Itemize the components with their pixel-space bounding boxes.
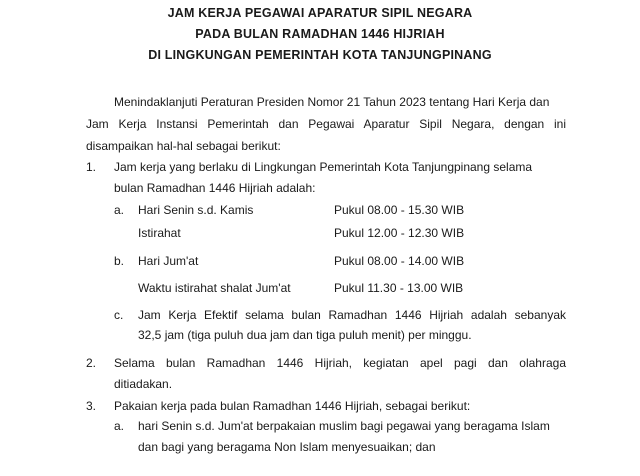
schedule-marker: a.: [114, 203, 125, 217]
schedule-marker: b.: [114, 254, 125, 268]
schedule-time: Pukul 11.30 - 13.00 WIB: [334, 281, 464, 295]
schedule-label: Hari Jum'at: [138, 254, 199, 268]
schedule-time: Pukul 08.00 - 15.30 WIB: [334, 203, 465, 217]
item-2-line-2: ditiadakan.: [114, 377, 173, 391]
schedule-label: Istirahat: [138, 226, 181, 240]
item-number: 3.: [86, 399, 97, 413]
schedule-label: Hari Senin s.d. Kamis: [138, 203, 254, 217]
document-title-line-1: JAM KERJA PEGAWAI APARATUR SIPIL NEGARA: [167, 6, 473, 20]
schedule-time: Pukul 08.00 - 14.00 WIB: [334, 254, 465, 268]
sub-item-a-line-1: hari Senin s.d. Jum'at berpakaian muslim bagi pegawai yang beragama Islam: [138, 419, 550, 433]
item-1-line-1: Jam kerja yang berlaku di Lingkungan Pemerintah Kota Tanjungpinang selama: [114, 160, 533, 174]
item-2-line-1: Selama bulan Ramadhan 1446 Hijriah, kegiatan apel pagi dan olahraga: [114, 356, 566, 370]
document-title-line-2: PADA BULAN RAMADHAN 1446 HIJRIAH: [195, 27, 445, 41]
sub-item-marker: a.: [114, 419, 125, 433]
intro-line-2: Jam Kerja Instansi Pemerintah dan Pegawai Aparatur Sipil Negara, dengan ini: [86, 117, 566, 131]
sub-item-c-line-1: Jam Kerja Efektif selama bulan Ramadhan 1446 Hijriah adalah sebanyak: [138, 308, 566, 322]
intro-line-3: disampaikan hal-hal sebagai berikut:: [86, 139, 281, 153]
schedule-label: Waktu istirahat shalat Jum'at: [138, 281, 291, 295]
item-number: 2.: [86, 356, 97, 370]
item-number: 1.: [86, 160, 97, 174]
sub-item-a-line-2: dan bagi yang beragama Non Islam menyesuaikan; dan: [138, 440, 436, 454]
sub-item-marker: c.: [114, 308, 124, 322]
document-title-line-3: DI LINGKUNGAN PEMERINTAH KOTA TANJUNGPINANG: [148, 48, 492, 62]
intro-line-1: Menindaklanjuti Peraturan Presiden Nomor 21 Tahun 2023 tentang Hari Kerja dan: [114, 95, 550, 109]
item-1-line-2: bulan Ramadhan 1446 Hijriah adalah:: [114, 181, 316, 195]
item-3-line-1: Pakaian kerja pada bulan Ramadhan 1446 Hijriah, sebagai berikut:: [114, 399, 471, 413]
schedule-time: Pukul 12.00 - 12.30 WIB: [334, 226, 465, 240]
sub-item-c-line-2: 32,5 jam (tiga puluh dua jam dan tiga puluh menit) per minggu.: [138, 328, 472, 342]
